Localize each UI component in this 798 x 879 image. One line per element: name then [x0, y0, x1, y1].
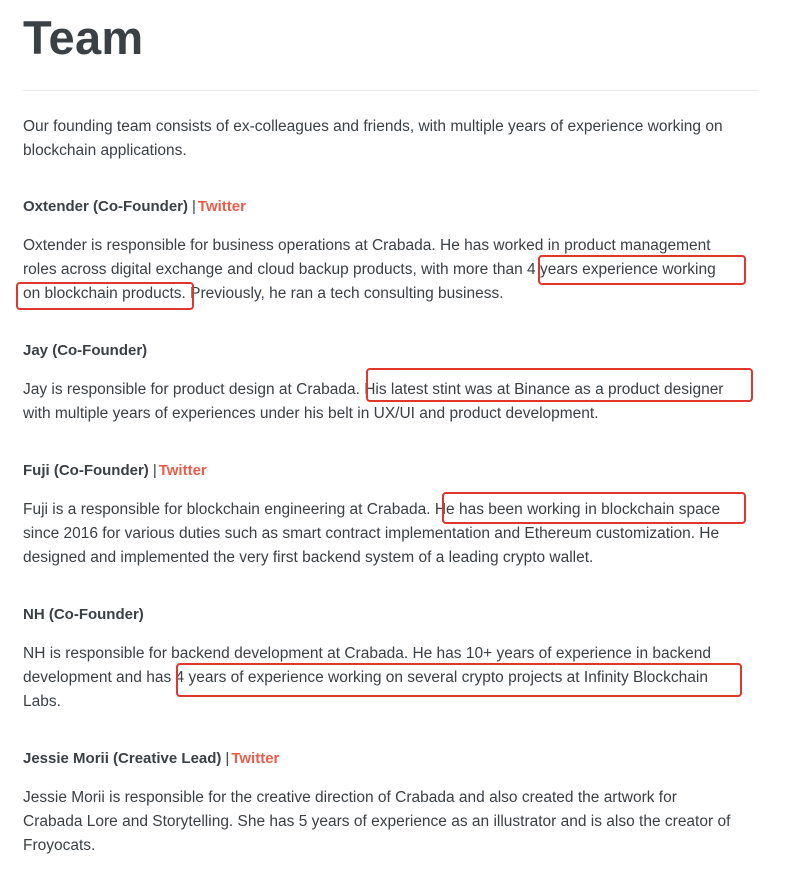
member-name: Oxtender (Co-Founder): [23, 198, 188, 215]
member-bio-jessie: [23, 786, 758, 858]
member-name: Fuji (Co-Founder): [23, 462, 149, 479]
heading-separator: |: [152, 462, 157, 479]
bio-line: NH is responsible for backend development at Crabada. He has 10+ years of experience in backend: [23, 645, 712, 662]
bio-line: Fuji is a responsible for blockchain engineering at Crabada. He has been working in blockchain space: [23, 501, 721, 518]
bio-line: roles across digital exchange and cloud backup products, with more than 4 years experience working: [23, 261, 716, 278]
twitter-link-fuji[interactable]: Twitter: [158, 462, 207, 479]
member-heading-jay: [23, 339, 147, 363]
bio-line: development and has 4 years of experience working on several crypto projects at Infinity Blockchain: [23, 669, 708, 686]
highlighted-phrase: 4 years experience working: [527, 261, 716, 278]
page-title: Team: [23, 11, 144, 64]
bio-line: with multiple years of experiences under his belt in UX/UI and product development.: [23, 405, 599, 422]
member-bio-jay: [23, 378, 758, 426]
member-name: NH (Co-Founder): [23, 606, 144, 623]
bio-line: Froyocats.: [23, 837, 96, 854]
title-divider: [23, 90, 758, 91]
bio-line: Jessie Morii is responsible for the creative direction of Crabada and also created the artwork for: [23, 789, 677, 806]
bio-line: since 2016 for various duties such as smart contract implementation and Ethereum customization. He: [23, 525, 720, 542]
bio-line: Oxtender is responsible for business operations at Crabada. He has worked in product management: [23, 237, 711, 254]
member-name: Jay (Co-Founder): [23, 342, 148, 359]
member-name: Jessie Morii (Creative Lead): [23, 750, 222, 767]
bio-line: Jay is responsible for product design at Crabada. His latest stint was at Binance as a product designer: [23, 381, 724, 398]
intro-paragraph: Our founding team consists of ex-colleagues and friends, with multiple years of experience working on blockchain applications.: [23, 118, 723, 159]
heading-separator: |: [192, 198, 196, 215]
bio-line: Labs.: [23, 693, 61, 710]
highlighted-phrase: He has been working in blockchain space: [434, 501, 721, 518]
highlighted-phrase: on blockchain products.: [23, 285, 186, 302]
twitter-link-jessie[interactable]: Twitter: [231, 750, 280, 767]
member-bio-nh: [23, 642, 758, 714]
bio-line: on blockchain products. Previously, he ran a tech consulting business.: [23, 285, 504, 302]
bio-line: Crabada Lore and Storytelling. She has 5 years of experience as an illustrator and is also the creator of: [23, 813, 731, 830]
member-bio-fuji: [23, 498, 758, 570]
member-heading-jessie: [23, 747, 279, 771]
heading-separator: |: [225, 750, 230, 767]
highlighted-phrase: 4 years of experience working on several crypto projects at Infinity Blockchain: [175, 669, 708, 686]
twitter-link-oxtender[interactable]: Twitter: [197, 198, 246, 215]
member-bio-oxtender: [23, 234, 758, 306]
member-heading-nh: [23, 603, 144, 627]
highlighted-phrase: His latest stint was at Binance as a product designer: [364, 381, 724, 398]
member-heading-fuji: [23, 459, 207, 483]
member-heading-oxtender: [23, 195, 246, 219]
bio-line: designed and implemented the very first backend system of a leading crypto wallet.: [23, 549, 594, 566]
